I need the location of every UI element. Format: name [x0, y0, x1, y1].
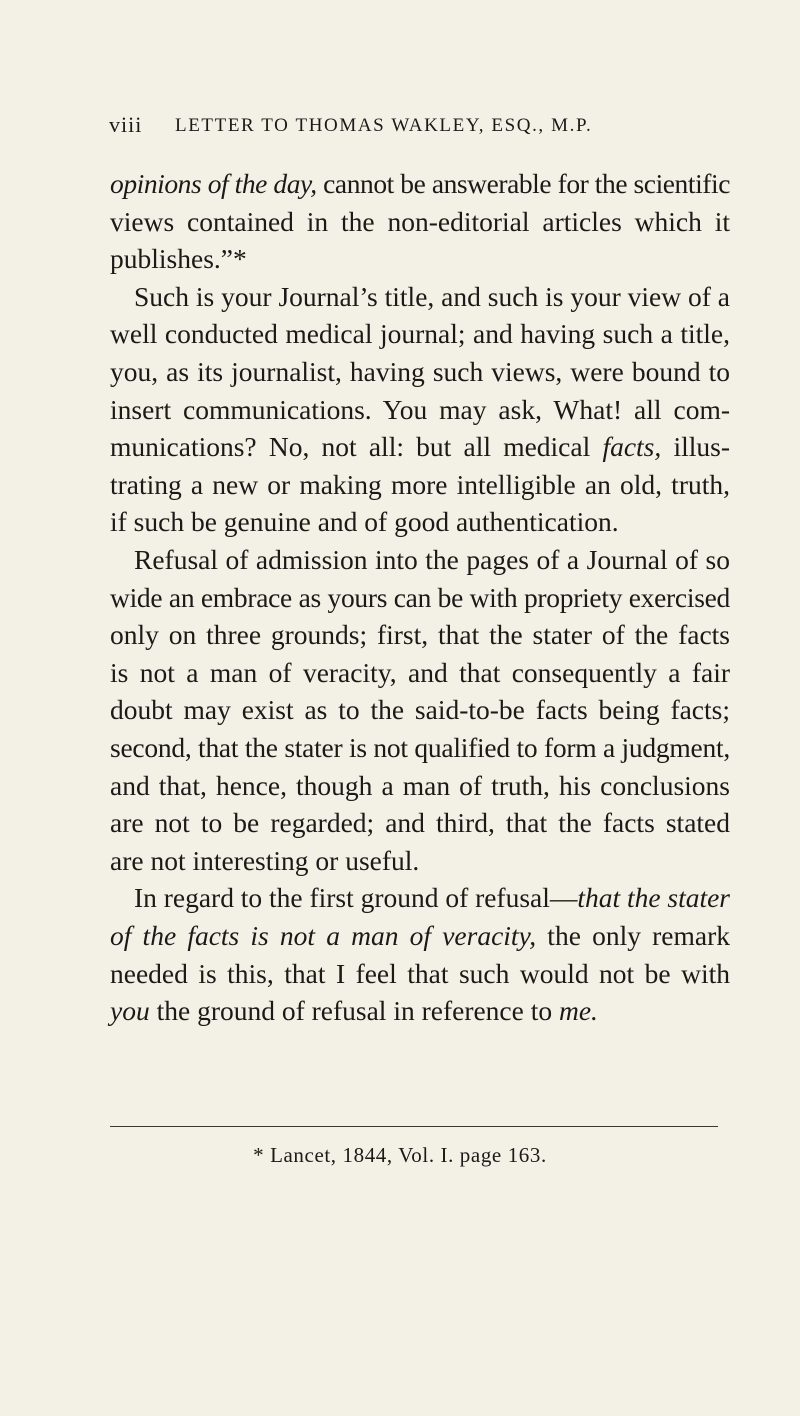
- text-segment: you, as its journalist, having such views, were bound to: [110, 356, 730, 387]
- italic-text: me.: [558, 995, 598, 1027]
- text-segment: views contained in the non-editorial articles which it: [110, 205, 730, 237]
- text-segment: wide an embrace as yours can be with propriety exercised: [110, 581, 730, 613]
- text-segment: Such is your Journal’s title, and such is your view of a: [134, 280, 730, 312]
- text-segment: munications? No, not all: but all medical: [110, 431, 603, 463]
- text-segment: Refusal of admission into the pages of a Journal of so: [134, 544, 730, 575]
- text-segment: illus-: [661, 431, 730, 463]
- italic-text: that the stater: [577, 882, 730, 914]
- text-segment: second, that the stater is not qualified to form a judgment,: [110, 732, 730, 763]
- italic-text: facts,: [602, 431, 662, 463]
- text-line: [134, 881, 730, 915]
- text-segment: publishes.”*: [110, 243, 247, 275]
- text-line: [110, 957, 730, 991]
- footnote: * Lancet, 1844, Vol. I. page 163.: [253, 1143, 547, 1167]
- page-number: viii: [109, 112, 143, 137]
- text-line: [110, 393, 730, 427]
- text-line: [110, 317, 730, 351]
- text-line: [110, 468, 730, 502]
- text-segment: is not a man of veracity, and that consequently a fair: [110, 656, 730, 688]
- text-segment: only on three grounds; first, that the stater of the facts: [110, 619, 730, 651]
- text-line: [110, 581, 730, 615]
- text-line: [110, 618, 730, 652]
- text-line: [110, 242, 730, 276]
- text-line: [134, 280, 730, 314]
- text-line: [110, 355, 730, 389]
- text-line: [110, 656, 730, 690]
- text-line: [110, 693, 730, 727]
- footnote-divider: [110, 1126, 718, 1127]
- text-line: [110, 205, 730, 239]
- text-segment: are not interesting or useful.: [110, 844, 420, 876]
- text-line: [110, 505, 730, 539]
- text-segment: and that, hence, though a man of truth, his conclusions: [110, 769, 730, 801]
- text-line: [110, 769, 730, 803]
- text-segment: trating a new or making more intelligible an old, truth,: [110, 468, 730, 500]
- text-segment: well conducted medical journal; and having such a title,: [110, 318, 730, 350]
- text-line: [134, 543, 730, 577]
- text-segment: the only remark: [536, 920, 730, 951]
- text-line: [110, 844, 730, 878]
- text-line: [110, 430, 730, 464]
- text-segment: needed is this, that I feel that such would not be with: [110, 957, 730, 989]
- text-line: [110, 167, 730, 201]
- italic-text: opinions of the day,: [110, 168, 317, 199]
- text-segment: are not to be regarded; and third, that the facts stated: [110, 807, 730, 839]
- text-segment: In regard to the first ground of refusal—: [134, 882, 578, 914]
- page-header: [109, 112, 649, 142]
- text-line: [110, 806, 730, 840]
- text-segment: cannot be answerable for the scientific: [316, 168, 730, 199]
- running-head: LETTER TO THOMAS WAKLEY, ESQ., M.P.: [175, 115, 593, 136]
- text-line: [110, 919, 730, 953]
- text-line: [110, 731, 730, 765]
- text-line: [110, 994, 730, 1028]
- italic-text: you: [110, 995, 150, 1027]
- text-segment: doubt may exist as to the said-to-be facts being facts;: [110, 694, 730, 726]
- italic-text: of the facts is not a man of veracity,: [110, 920, 537, 951]
- text-segment: insert communications. You may ask, What! all com-: [110, 393, 730, 425]
- text-segment: if such be genuine and of good authentication.: [110, 506, 619, 538]
- text-segment: the ground of refusal in reference to: [149, 995, 559, 1027]
